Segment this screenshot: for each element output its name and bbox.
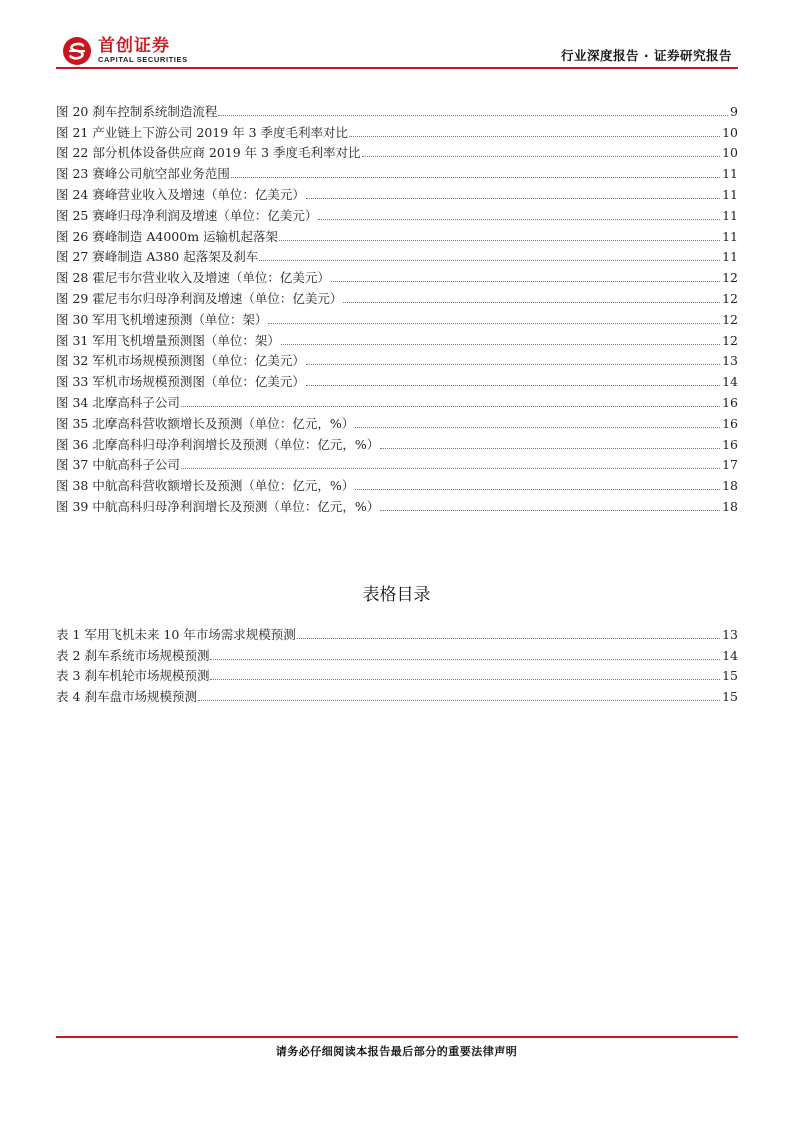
toc-entry-title: 中航高科营收额增长及预测（单位：亿元，%） (92, 478, 355, 494)
toc-entry[interactable] (56, 161, 738, 182)
toc-page-number: 12 (722, 332, 738, 348)
toc-page-number: 11 (722, 166, 738, 182)
toc-entry-label (56, 104, 217, 120)
toc-entry[interactable] (56, 99, 738, 120)
toc-entry-label (56, 333, 280, 349)
header-divider (56, 67, 738, 69)
toc-entry-number: 图 29 (56, 290, 89, 306)
toc-entry-number: 表 2 (56, 647, 81, 663)
toc-entry-title: 产业链上下游公司 2019 年 3 季度毛利率对比 (92, 124, 349, 140)
toc-page-number: 13 (722, 353, 738, 369)
toc-dot-leader (281, 343, 720, 345)
toc-dot-leader (297, 637, 720, 639)
toc-entry[interactable] (56, 622, 738, 643)
toc-entry[interactable] (56, 328, 738, 349)
toc-entry-number: 图 32 (56, 353, 89, 369)
toc-dot-leader (343, 301, 720, 303)
toc-entry-label (56, 689, 197, 705)
toc-entry-title: 刹车控制系统制造流程 (92, 103, 218, 119)
toc-entry-label (56, 437, 379, 453)
toc-entry-title: 北摩高科子公司 (92, 394, 180, 410)
toc-entry-number: 图 35 (56, 415, 89, 431)
company-logo (62, 36, 188, 66)
toc-dot-leader (198, 699, 720, 701)
toc-dot-leader (306, 363, 720, 365)
toc-entry-label (56, 166, 230, 182)
toc-dot-leader (210, 678, 720, 680)
page-header (56, 30, 738, 70)
toc-entry-title: 北摩高科营收额增长及预测（单位：亿元，%） (92, 415, 355, 431)
toc-entry-title: 刹车盘市场规模预测 (84, 689, 197, 705)
toc-entry[interactable] (56, 411, 738, 432)
toc-entry-title: 军用飞机增速预测（单位：架） (92, 311, 268, 327)
toc-page-number: 11 (722, 207, 738, 223)
toc-entry[interactable] (56, 432, 738, 453)
logo-chinese-name: 首创证券 (98, 36, 170, 56)
toc-entry-title: 部分机体设备供应商 2019 年 3 季度毛利率对比 (92, 145, 361, 161)
toc-entry-number: 图 25 (56, 207, 89, 223)
toc-entry-label (56, 229, 278, 245)
toc-entry[interactable] (56, 286, 738, 307)
toc-dot-leader (181, 405, 720, 407)
toc-entry[interactable] (56, 141, 738, 162)
toc-page-number: 15 (722, 689, 738, 705)
toc-entry-label (56, 395, 180, 411)
toc-entry[interactable] (56, 390, 738, 411)
table-list (56, 622, 738, 705)
toc-entry[interactable] (56, 120, 738, 141)
toc-dot-leader (181, 467, 720, 469)
toc-page-number: 16 (722, 415, 738, 431)
toc-dot-leader (362, 155, 721, 157)
toc-entry[interactable] (56, 349, 738, 370)
toc-entry-label (56, 627, 296, 643)
toc-entry[interactable] (56, 307, 738, 328)
toc-entry[interactable] (56, 245, 738, 266)
toc-entry[interactable] (56, 224, 738, 245)
toc-dot-leader (279, 239, 720, 241)
toc-entry-number: 表 4 (56, 689, 81, 705)
toc-entry[interactable] (56, 494, 738, 515)
toc-entry-number: 表 1 (56, 626, 81, 642)
toc-entry-title: 刹车机轮市场规模预测 (84, 668, 210, 684)
toc-page-number: 12 (722, 311, 738, 327)
toc-entry-label (56, 291, 342, 307)
toc-dot-leader (218, 114, 728, 116)
toc-entry-title: 霍尼韦尔营业收入及增速（单位：亿美元） (92, 270, 330, 286)
toc-entry-number: 图 39 (56, 498, 89, 514)
toc-entry[interactable] (56, 684, 738, 705)
toc-entry-title: 赛峰归母净利润及增速（单位：亿美元） (92, 207, 318, 223)
toc-entry-number: 图 23 (56, 166, 89, 182)
toc-page-number: 14 (722, 374, 738, 390)
toc-entry-label (56, 478, 354, 494)
toc-page-number: 11 (722, 249, 738, 265)
toc-entry-number: 图 22 (56, 145, 89, 161)
toc-entry[interactable] (56, 643, 738, 664)
toc-dot-leader (380, 509, 720, 511)
toc-page-number: 16 (722, 436, 738, 452)
toc-entry-title: 刹车系统市场规模预测 (84, 647, 210, 663)
toc-entry-label (56, 648, 209, 664)
toc-page-number: 11 (722, 186, 738, 202)
toc-page-number: 17 (722, 457, 738, 473)
toc-entry[interactable] (56, 182, 738, 203)
toc-dot-leader (268, 322, 720, 324)
toc-entry-title: 中航高科子公司 (92, 457, 180, 473)
toc-page-number: 11 (722, 228, 738, 244)
toc-entry-number: 图 20 (56, 103, 89, 119)
toc-page-number: 10 (722, 145, 738, 161)
toc-entry-number: 表 3 (56, 668, 81, 684)
toc-entry[interactable] (56, 369, 738, 390)
toc-dot-leader (355, 488, 720, 490)
toc-page-number: 15 (722, 668, 738, 684)
table-section-title: 表格目录 (362, 585, 431, 605)
toc-dot-leader (306, 197, 720, 199)
toc-dot-leader (349, 135, 720, 137)
toc-page-number: 13 (722, 626, 738, 642)
toc-page-number: 12 (722, 290, 738, 306)
toc-dot-leader (306, 384, 720, 386)
capital-securities-logo-icon (62, 36, 92, 66)
toc-entry-title: 赛峰制造 A380 起落架及刹车 (92, 249, 259, 265)
legal-disclaimer: 请务必仔细阅读本报告最后部分的重要法律声明 (275, 1045, 518, 1058)
toc-dot-leader (318, 218, 720, 220)
toc-entry-label (56, 187, 305, 203)
toc-dot-leader (331, 280, 720, 282)
toc-entry-label (56, 249, 258, 265)
toc-entry-label (56, 353, 305, 369)
toc-page-number: 16 (722, 394, 738, 410)
toc-entry-label (56, 416, 354, 432)
toc-entry-number: 图 37 (56, 457, 89, 473)
footer-divider (56, 1036, 738, 1038)
toc-entry-label (56, 145, 361, 161)
toc-entry-title: 军用飞机增量预测图（单位：架） (92, 332, 280, 348)
toc-dot-leader (380, 447, 720, 449)
toc-entry-title: 军用飞机未来 10 年市场需求规模预测 (84, 626, 296, 642)
toc-entry-number: 图 26 (56, 228, 89, 244)
toc-entry[interactable] (56, 664, 738, 685)
logo-english-name: CAPITAL SECURITIES (98, 55, 188, 64)
toc-entry-title: 北摩高科归母净利润增长及预测（单位：亿元，%） (92, 436, 380, 452)
toc-entry-number: 图 24 (56, 186, 89, 202)
toc-entry-label (56, 270, 330, 286)
toc-page-number: 18 (722, 498, 738, 514)
toc-entry[interactable] (56, 453, 738, 474)
toc-entry-title: 赛峰公司航空部业务范围 (92, 166, 230, 182)
toc-entry-title: 军机市场规模预测图（单位：亿美元） (92, 353, 305, 369)
toc-entry[interactable] (56, 473, 738, 494)
toc-page-number: 18 (722, 478, 738, 494)
toc-entry-number: 图 31 (56, 332, 89, 348)
toc-dot-leader (355, 426, 720, 428)
toc-entry-number: 图 38 (56, 478, 89, 494)
toc-entry-number: 图 33 (56, 374, 89, 390)
toc-page-number: 9 (730, 103, 738, 119)
toc-entry-title: 霍尼韦尔归母净利润及增速（单位：亿美元） (92, 290, 343, 306)
toc-entry-number: 图 34 (56, 394, 89, 410)
toc-entry-title: 中航高科归母净利润增长及预测（单位：亿元，%） (92, 498, 380, 514)
toc-entry-number: 图 21 (56, 124, 89, 140)
figure-list (56, 99, 738, 515)
toc-entry-label (56, 125, 348, 141)
toc-entry-label (56, 499, 379, 515)
toc-dot-leader (231, 176, 720, 178)
toc-entry-label (56, 457, 180, 473)
toc-dot-leader (259, 259, 720, 261)
toc-entry-number: 图 30 (56, 311, 89, 327)
toc-entry-number: 图 28 (56, 270, 89, 286)
toc-entry-number: 图 27 (56, 249, 89, 265)
toc-page-number: 12 (722, 270, 738, 286)
toc-page-number: 14 (722, 647, 738, 663)
toc-entry-label (56, 312, 267, 328)
toc-entry-label (56, 668, 209, 684)
toc-page-number: 10 (722, 124, 738, 140)
toc-entry[interactable] (56, 203, 738, 224)
toc-entry-title: 赛峰制造 A4000m 运输机起落架 (92, 228, 279, 244)
report-type-label: 行业深度报告 · 证券研究报告 (561, 48, 732, 63)
toc-entry-title: 赛峰营业收入及增速（单位：亿美元） (92, 186, 305, 202)
toc-entry-number: 图 36 (56, 436, 89, 452)
toc-entry[interactable] (56, 265, 738, 286)
toc-dot-leader (210, 658, 720, 660)
toc-entry-label (56, 208, 317, 224)
toc-entry-label (56, 374, 305, 390)
toc-entry-title: 军机市场规模预测图（单位：亿美元） (92, 374, 305, 390)
